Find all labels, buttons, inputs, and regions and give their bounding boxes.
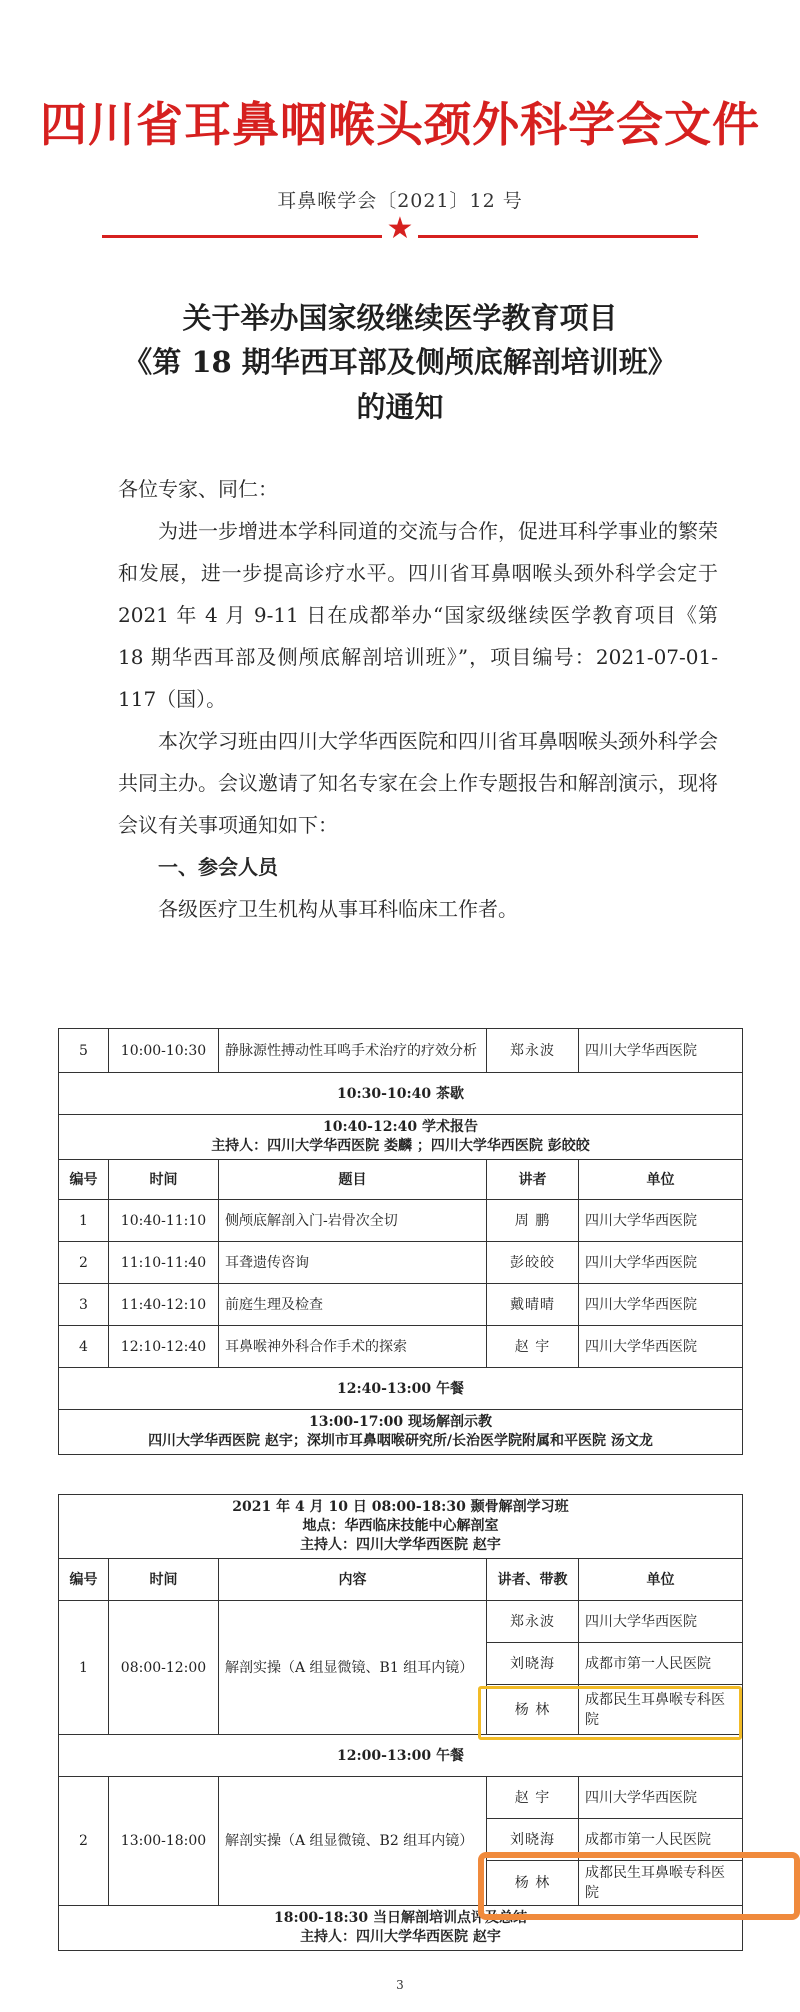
table-row [59,1601,743,1643]
cell-unit: 四川大学华西医院 [579,1029,743,1073]
cell-unit: 成都市第一人民医院 [579,1819,743,1861]
page-number: 3 [396,1978,404,1992]
cell-time: 08:00-12:00 [109,1601,219,1735]
cell-tutor: 赵 宇 [487,1777,579,1819]
cell-no: 1 [59,1601,109,1735]
cell-unit: 四川大学华西医院 [579,1777,743,1819]
cell-unit: 成都民生耳鼻喉专科医院 [579,1685,743,1735]
cell-no: 5 [59,1029,109,1073]
cell-time: 12:10-12:40 [109,1326,219,1368]
cell-speaker: 周 鹏 [487,1200,579,1242]
section-heading-attendees: 一、参会人员 [158,855,278,879]
header-time: 时间 [109,1559,219,1601]
cell-tutor: 杨 林 [487,1861,579,1906]
session-title: 10:40-12:40 学术报告 [323,1119,478,1135]
notice-title-line-1: 关于举办国家级继续医学教育项目 [182,301,618,335]
cell-topic: 耳聋遗传咨询 [219,1242,487,1284]
red-star-icon: ★ [386,211,414,246]
table-row [59,1200,743,1242]
schedule-table-lectures [58,1028,743,1455]
demo-hosts: 四川大学华西医院 赵宇；深圳市耳鼻咽喉研究所/长治医学院附属和平医院 汤文龙 [148,1433,653,1449]
cell-topic: 前庭生理及检查 [219,1284,487,1326]
course-info [59,1495,743,1559]
tea-break-row: 10:30-10:40 茶歇 [59,1073,743,1115]
cell-unit: 成都民生耳鼻喉专科医院 [579,1861,743,1906]
notice-title-line-3: 的通知 [356,390,444,424]
course-location: 地点：华西临床技能中心解剖室 [302,1518,499,1534]
cell-tutor: 刘晓海 [487,1819,579,1861]
cell-tutor: 杨 林 [487,1685,579,1735]
header-unit: 单位 [579,1559,743,1601]
table-row-session [59,1410,743,1455]
table-header-row [59,1559,743,1601]
cell-unit: 四川大学华西医院 [579,1601,743,1643]
header-content: 内容 [219,1559,487,1601]
header-topic: 题目 [219,1160,487,1200]
body-paragraph-2: 本次学习班由四川大学华西医院和四川省耳鼻咽喉头颈外科学会共同主办。会议邀请了知名专家在会上作专题报告和解剖演示，现将会议有关事项通知如下： [118,729,718,837]
cell-time: 10:40-11:10 [109,1200,219,1242]
lunch-row: 12:40-13:00 午餐 [59,1368,743,1410]
cell-speaker: 戴晴晴 [487,1284,579,1326]
cell-unit: 四川大学华西医院 [579,1326,743,1368]
cell-no: 4 [59,1326,109,1368]
cell-unit: 四川大学华西医院 [579,1200,743,1242]
section-text-attendees: 各级医疗卫生机构从事耳科临床工作者。 [158,897,518,921]
cell-time: 10:00-10:30 [109,1029,219,1073]
cell-no: 2 [59,1777,109,1906]
cell-time: 13:00-18:00 [109,1777,219,1906]
cell-topic: 耳鼻喉神外科合作手术的探索 [219,1326,487,1368]
header-no: 编号 [59,1160,109,1200]
cell-tutor: 郑永波 [487,1601,579,1643]
cell-unit: 四川大学华西医院 [579,1284,743,1326]
table-row-break [59,1735,743,1777]
summary-title: 18:00-18:30 当日解剖培训点评及总结 [274,1910,527,1926]
lunch-row: 12:00-13:00 午餐 [59,1735,743,1777]
table-row-session [59,1495,743,1559]
cell-no: 2 [59,1242,109,1284]
table-row [59,1284,743,1326]
course-host: 主持人：四川大学华西医院 赵宇 [300,1537,501,1553]
header-speaker: 讲者 [487,1160,579,1200]
table-row-break [59,1073,743,1115]
document-number: 耳鼻喉学会〔2021〕12 号 [277,190,523,212]
table-row [59,1242,743,1284]
highlight-box-yellow [478,1686,742,1740]
body-paragraph-1: 为进一步增进本学科同道的交流与合作，促进耳科学事业的繁荣和发展，进一步提高诊疗水平。四川省耳鼻咽喉头颈外科学会定于 2021 年 4 月 9-11 日在成都举办“国家级继续医学教育项目《第 18 期华西耳部及侧颅底解剖培训班》”，项目编号：2021-07-01-117（国）。 [118,519,718,711]
demo-info [59,1410,743,1455]
header-divider-left [102,235,382,238]
table-row-session [59,1115,743,1160]
highlight-box-orange [478,1852,800,1920]
cell-time: 11:40-12:10 [109,1284,219,1326]
cell-content: 解剖实操（A 组显微镜、B2 组耳内镜） [219,1777,487,1906]
cell-topic: 静脉源性搏动性耳鸣手术治疗的疗效分析 [219,1029,487,1073]
cell-no: 1 [59,1200,109,1242]
cell-content: 解剖实操（A 组显微镜、B1 组耳内镜） [219,1601,487,1735]
cell-topic: 侧颅底解剖入门-岩骨次全切 [219,1200,487,1242]
table-row [59,1326,743,1368]
salutation: 各位专家、同仁： [118,477,278,501]
document-header-title: 四川省耳鼻咽喉头颈外科学会文件 [40,98,760,153]
session-hosts: 主持人：四川大学华西医院 娄麟 ；四川大学华西医院 彭皎皎 [211,1138,590,1154]
summary-host: 主持人：四川大学华西医院 赵宇 [300,1929,501,1945]
cell-speaker: 彭皎皎 [487,1242,579,1284]
cell-unit: 四川大学华西医院 [579,1242,743,1284]
cell-speaker: 郑永波 [487,1029,579,1073]
cell-speaker: 赵 宇 [487,1326,579,1368]
course-title: 2021 年 4 月 10 日 08:00-18:30 颞骨解剖学习班 [232,1499,569,1515]
table-header-row [59,1160,743,1200]
demo-title: 13:00-17:00 现场解剖示教 [309,1414,492,1430]
cell-tutor: 刘晓海 [487,1643,579,1685]
cell-unit: 成都市第一人民医院 [579,1643,743,1685]
header-no: 编号 [59,1559,109,1601]
table-row [59,1777,743,1819]
header-unit: 单位 [579,1160,743,1200]
header-divider-right [418,235,698,238]
session-info [59,1115,743,1160]
cell-no: 3 [59,1284,109,1326]
header-time: 时间 [109,1160,219,1200]
table-row [59,1029,743,1073]
header-speaker: 讲者、带教 [487,1559,579,1601]
cell-time: 11:10-11:40 [109,1242,219,1284]
table-row-break [59,1368,743,1410]
notice-title-line-2: 《第 18 期华西耳部及侧颅底解剖培训班》 [123,345,677,379]
